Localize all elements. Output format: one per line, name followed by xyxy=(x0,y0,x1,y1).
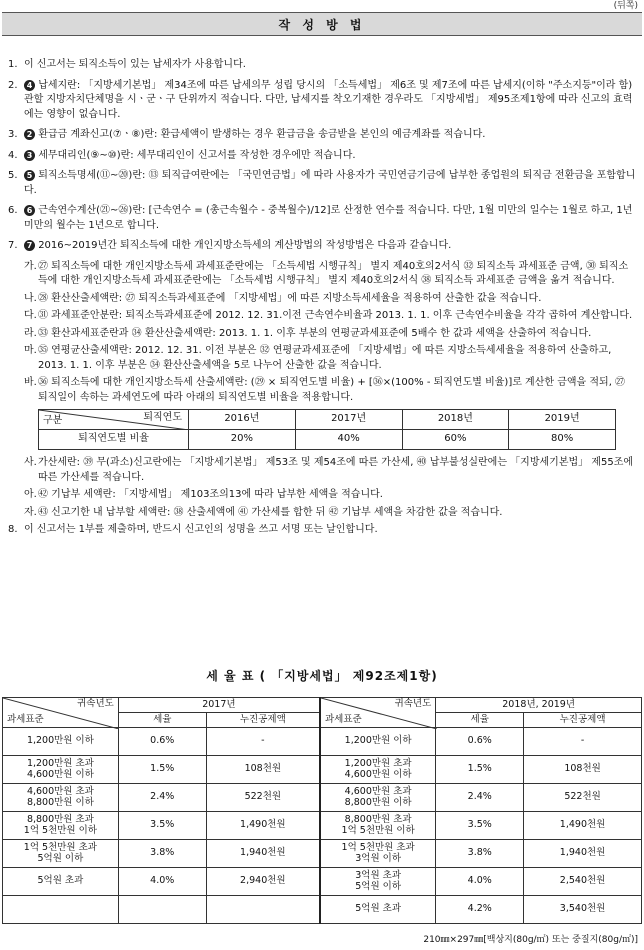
tax-rate: 3.8% xyxy=(118,840,206,868)
tax-table-title: 세 율 표 ( 「지방세법」 제92조제1항) xyxy=(206,669,438,683)
item-marker: 7 xyxy=(24,240,35,251)
ratio-value: 40% xyxy=(295,430,402,450)
retirement-ratio-table xyxy=(38,409,616,450)
instruction-subitem xyxy=(8,260,636,289)
instruction-item xyxy=(8,239,636,254)
tax-year-right: 2018년, 2019년 xyxy=(436,698,642,713)
instruction-subitem xyxy=(8,456,636,485)
instruction-item xyxy=(8,58,636,73)
tax-deduction: 2,540천원 xyxy=(524,868,642,896)
item-number: 3. xyxy=(8,129,18,140)
section-title: 작 성 방 법 xyxy=(2,12,642,36)
tax-header-row xyxy=(3,698,642,713)
ratio-corner-right: 퇴직연도 xyxy=(143,412,182,423)
item-marker: 2 xyxy=(24,129,35,140)
item-text: 납세지란: 「지방세기본법」 제34조에 따른 납세의무 성립 당시의 「소득세법」 제6조 및 제7조에 따른 납세지(이하 "주소지등"이라 함) 관할 지방자치단체명을 시ㆍ군ㆍ구 단위까지 적습니다. 다만, 납세지를 착오기재한 경우라도 「지방세법」 제95조제1항에 따라 신고의 효력에는 영향이 없습니다. xyxy=(24,79,633,120)
ratio-corner-left: 구분 xyxy=(43,414,63,426)
tax-rate: 0.6% xyxy=(436,728,524,756)
tax-row xyxy=(3,728,642,756)
instruction-item xyxy=(8,149,636,164)
tax-row xyxy=(3,840,642,868)
ratio-value-row xyxy=(39,430,616,450)
item-number: 6. xyxy=(8,205,18,216)
tax-bracket: 1,200만원 초과 4,600만원 이하 xyxy=(3,756,119,784)
tax-bracket xyxy=(3,896,119,924)
tax-rate: 2.4% xyxy=(118,784,206,812)
instruction-subitem xyxy=(8,376,636,405)
subitem-text: ㉟ 연평균산출세액란: 2012. 12. 31. 이전 부분은 ㉜ 연평균과세표준에 「지방세법」에 따른 지방소득세세율을 적용하여 산출하고, 2013. 1. 1. 이후 부분은 ㉞ 환산산출세액을 5로 나누어 산출한 값을 적습니다. xyxy=(38,345,612,371)
tax-deduction: 522천원 xyxy=(524,784,642,812)
tax-bracket: 5억원 초과 xyxy=(320,896,436,924)
ratio-value: 80% xyxy=(509,430,616,450)
tax-rate: 4.0% xyxy=(436,868,524,896)
instruction-subitem xyxy=(8,344,636,373)
tax-row xyxy=(3,812,642,840)
tax-bracket: 1,200만원 초과 4,600만원 이하 xyxy=(320,756,436,784)
tax-corner-top: 귀속년도 xyxy=(394,698,432,709)
item-text: 퇴직소득명세(⑪~⑳)란: ⑬ 퇴직급여란에는 「국민연금법」에 따라 사용자가 국민연금기금에 납부한 종업원의 퇴직금 전환금을 포함합니다. xyxy=(24,170,636,196)
tax-row xyxy=(3,756,642,784)
item-text: 환급금 계좌신고(⑦ㆍ⑧)란: 환급세액이 발생하는 경우 환급금을 송금받을 본인의 예금계좌를 적습니다. xyxy=(38,129,486,140)
tax-bracket: 8,800만원 초과 1억 5천만원 이하 xyxy=(320,812,436,840)
item-number: 2. xyxy=(8,79,18,91)
instruction-subitem xyxy=(8,327,636,342)
tax-corner-cell xyxy=(320,698,436,728)
instruction-subitem xyxy=(8,309,636,324)
tax-year-left: 2017년 xyxy=(118,698,320,713)
subitem-text: ㉝ 환산과세표준란과 ㉞ 환산산출세액란: 2013. 1. 1. 이후 부분의 연평균과세표준에 5배수 한 값과 세액을 산출하여 적습니다. xyxy=(38,327,592,339)
tax-bracket: 3억원 초과 5억원 이하 xyxy=(320,868,436,896)
tax-deduction: 2,940천원 xyxy=(206,868,320,896)
tax-rate-table xyxy=(2,697,642,924)
ratio-year: 2016년 xyxy=(189,410,296,430)
instruction-item xyxy=(8,169,636,198)
subitem-number: 다. xyxy=(24,310,37,321)
subitem-text: ㉛ 과세표준안분란: 퇴직소득과세표준에 2012. 12. 31.이전 근속연수비율과 2013. 1. 1. 이후 근속연수비율을 각각 곱하여 계산합니다. xyxy=(38,310,633,321)
tax-rate: 4.2% xyxy=(436,896,524,924)
ratio-value: 20% xyxy=(189,430,296,450)
item-number: 5. xyxy=(8,170,18,181)
ratio-header-row xyxy=(39,410,616,430)
ratio-year: 2017년 xyxy=(295,410,402,430)
tax-corner-cell xyxy=(3,698,119,728)
subitem-number: 라. xyxy=(24,327,37,339)
item-number: 8. xyxy=(8,524,18,535)
item-marker: 4 xyxy=(24,80,35,91)
tax-bracket: 1억 5천만원 초과 3억원 이하 xyxy=(320,840,436,868)
tax-bracket: 5억원 초과 xyxy=(3,868,119,896)
tax-rate: 1.5% xyxy=(436,756,524,784)
tax-rate: 2.4% xyxy=(436,784,524,812)
tax-row xyxy=(3,868,642,896)
tax-rate: 1.5% xyxy=(118,756,206,784)
tax-rate: 3.5% xyxy=(436,812,524,840)
tax-deduction: 108천원 xyxy=(206,756,320,784)
item-number: 4. xyxy=(8,149,18,161)
item-text: 이 신고서는 1부를 제출하며, 반드시 신고인의 성명을 쓰고 서명 또는 날인합니다. xyxy=(24,524,378,535)
ratio-row-label: 퇴직연도별 비율 xyxy=(39,430,189,450)
tax-deduction: 522천원 xyxy=(206,784,320,812)
subitem-number: 자. xyxy=(24,506,37,518)
subitem-number: 바. xyxy=(24,377,37,388)
subitem-text: ㊷ 기납부 세액란: 「지방세법」 제103조의13에 따라 납부한 세액을 적습니다. xyxy=(38,489,383,500)
instruction-item xyxy=(8,128,636,143)
tax-rate: 3.8% xyxy=(436,840,524,868)
tax-deduction: 1,940천원 xyxy=(524,840,642,868)
subitem-text: ㊱ 퇴직소득에 대한 개인지방소득세 산출세액란: (㉙ × 퇴직연도별 비율) + [㊱×(100% - 퇴직연도별 비율)]로 계산한 금액을 적되, ㉗ 퇴직일이 속하는 과세연도에 따라 아래의 퇴직연도별 비율을 적용합니다. xyxy=(38,377,626,403)
item-marker: 3 xyxy=(24,150,35,161)
subitem-number: 나. xyxy=(24,292,37,304)
item-number: 1. xyxy=(8,59,18,70)
tax-col-rate: 세율 xyxy=(436,713,524,728)
tax-deduction: 3,540천원 xyxy=(524,896,642,924)
tax-corner-top: 귀속년도 xyxy=(77,698,114,709)
tax-deduction: 108천원 xyxy=(524,756,642,784)
tax-corner-bottom: 과세표준 xyxy=(7,714,44,726)
tax-deduction: 1,940천원 xyxy=(206,840,320,868)
instruction-item xyxy=(8,204,636,233)
tax-bracket: 1억 5천만원 초과 5억원 이하 xyxy=(3,840,119,868)
paper-spec: 210㎜×297㎜[백상지(80g/㎡) 또는 중질지(80g/㎡)] xyxy=(423,935,638,945)
tax-col-deduction: 누진공제액 xyxy=(206,713,320,728)
item-marker: 5 xyxy=(24,170,35,181)
tax-rate: 4.0% xyxy=(118,868,206,896)
subitem-number: 아. xyxy=(24,489,37,500)
subitem-number: 가. xyxy=(24,260,37,272)
instruction-item xyxy=(8,79,636,123)
tax-bracket: 4,600만원 초과 8,800만원 이하 xyxy=(3,784,119,812)
ratio-year: 2018년 xyxy=(402,410,509,430)
tax-row xyxy=(3,784,642,812)
tax-deduction: - xyxy=(524,728,642,756)
tax-rate: 3.5% xyxy=(118,812,206,840)
tax-deduction xyxy=(206,896,320,924)
instruction-subitem xyxy=(8,506,636,521)
tax-bracket: 1,200만원 이하 xyxy=(3,728,119,756)
subitem-text: 가산세란: ㊴ 무(과소)신고란에는 「지방세기본법」 제53조 및 제54조에 따른 가산세, ㊵ 납부불성실란에는 「지방세기본법」 제55조에 따른 가산세를 적습니다. xyxy=(38,457,634,483)
subitem-text: ㉗ 퇴직소득에 대한 개인지방소득세 과세표준란에는 「소득세법 시행규칙」 별지 제40호의2서식 ㉜ 퇴직소득 과세표준 금액, ㉚ 퇴직소득에 대한 개인지방소득세 과세표준란에는 「소득세법 시행규칙」 별지 제40호의2서식 ㊳ 퇴직소득 과세표준 금액을 옮겨 적습니다. xyxy=(38,260,629,286)
tax-deduction: 1,490천원 xyxy=(524,812,642,840)
item-text: 근속연수계산(㉑~㉖)란: [근속연수 = (총근속월수 - 중복월수)/12]로 산정한 연수를 적습니다. 다만, 1월 미만의 일수는 1월로 하고, 1년 미만의 월수는 1년으로 합니다. xyxy=(24,205,633,231)
tax-rate xyxy=(118,896,206,924)
ratio-value: 60% xyxy=(402,430,509,450)
item-number: 7. xyxy=(8,240,18,251)
subitem-number: 사. xyxy=(24,457,37,468)
ratio-corner-cell xyxy=(39,410,189,430)
instruction-subitem xyxy=(8,292,636,307)
ratio-year: 2019년 xyxy=(509,410,616,430)
item-text: 이 신고서는 퇴직소득이 있는 납세자가 사용합니다. xyxy=(24,59,246,70)
tax-bracket: 8,800만원 초과 1억 5천만원 이하 xyxy=(3,812,119,840)
item-marker: 6 xyxy=(24,205,35,216)
instruction-item xyxy=(8,523,636,538)
instruction-subitem xyxy=(8,488,636,503)
subitem-text: ㉘ 환산산출세액란: ㉗ 퇴직소득과세표준에 「지방세법」에 따른 지방소득세세율을 적용하여 산출한 값을 적습니다. xyxy=(38,292,542,304)
tax-deduction: 1,490천원 xyxy=(206,812,320,840)
tax-bracket: 4,600만원 초과 8,800만원 이하 xyxy=(320,784,436,812)
item-text: 세무대리인(⑨~⑩)란: 세무대리인이 신고서를 작성한 경우에만 적습니다. xyxy=(38,149,356,161)
subitem-text: ㊸ 신고기한 내 납부할 세액란: ㊳ 산출세액에 ㊶ 가산세를 합한 뒤 ㊷ 기납부 세액을 차감한 값을 적습니다. xyxy=(38,506,503,518)
tax-col-rate: 세율 xyxy=(118,713,206,728)
item-text: 2016~2019년간 퇴직소득에 대한 개인지방소득세의 계산방법의 작성방법은 다음과 같습니다. xyxy=(38,240,452,251)
tax-corner-bottom: 과세표준 xyxy=(324,714,362,726)
tax-col-deduction: 누진공제액 xyxy=(524,713,642,728)
instructions-body xyxy=(8,58,636,544)
subitem-number: 마. xyxy=(24,345,37,356)
page-back-label: (뒤쪽) xyxy=(613,1,638,11)
tax-row xyxy=(3,896,642,924)
tax-bracket: 1,200만원 이하 xyxy=(320,728,436,756)
tax-rate: 0.6% xyxy=(118,728,206,756)
tax-deduction: - xyxy=(206,728,320,756)
